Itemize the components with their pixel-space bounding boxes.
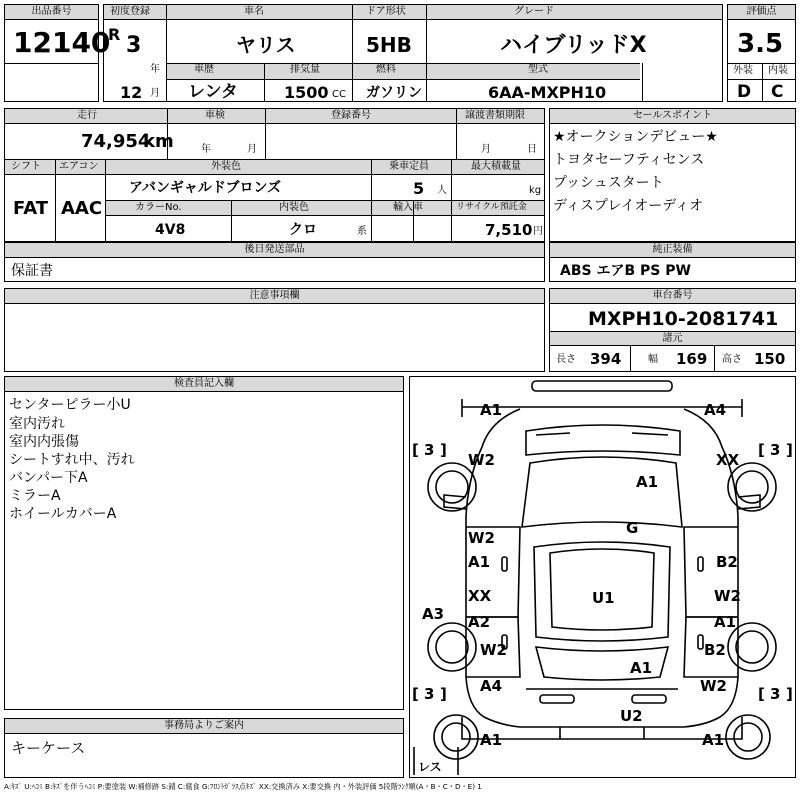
mark-front-right: A4 <box>704 401 727 419</box>
car-name: ヤリス <box>236 33 296 57</box>
equipment-label: 純正装備 <box>550 243 795 258</box>
mark-roof: U1 <box>592 589 615 607</box>
sales-point-3: プッシュスタート <box>553 175 664 191</box>
grade-label: グレード <box>514 6 554 17</box>
inspector-line-3: 室内内張傷 <box>9 434 79 450</box>
car-outline <box>410 377 795 777</box>
fuel: ガソリン <box>366 85 422 101</box>
width: 169 <box>676 350 708 368</box>
inspector-line-7: ホイールカバーA <box>9 506 117 522</box>
transfer-day-unit: 日 <box>527 144 537 155</box>
score: 3.5 <box>737 29 784 59</box>
tire-rr-open: [ <box>758 685 765 703</box>
car-diagram <box>409 376 796 778</box>
displacement: 1500 <box>284 83 329 102</box>
mark-door-rr-lower: A1 <box>714 613 737 631</box>
notes-label: 注意事項欄 <box>5 289 544 304</box>
model-label: 型式 <box>528 64 548 75</box>
lot-number: 12140 <box>13 26 111 59</box>
inspector-line-1: センターピラー小U <box>9 397 131 413</box>
details-box <box>4 108 545 242</box>
int-color-label: 内装色 <box>279 202 309 213</box>
spec-header <box>103 4 723 102</box>
height-label: 高さ <box>722 354 742 365</box>
displacement-unit: CC <box>332 89 346 100</box>
chassis-label: 車台番号 <box>550 289 795 304</box>
mark-door-fl-lower: A1 <box>468 553 491 571</box>
mark-door-rl-upper: XX <box>468 587 492 605</box>
ext-grade: D <box>737 82 752 102</box>
chassis-box <box>549 288 796 372</box>
mark-hood: A1 <box>636 473 659 491</box>
ac-label: エアコン <box>59 161 99 172</box>
fuel-label: 燃料 <box>376 64 396 75</box>
ac: AAC <box>61 198 103 219</box>
exterior-color: アバンギャルドブロンズ <box>129 180 282 196</box>
int-grade: C <box>771 82 784 102</box>
grade: ハイブリッドX <box>500 33 647 58</box>
int-color: クロ <box>289 222 317 238</box>
mark-front-left: A1 <box>480 401 503 419</box>
mileage: 74,954 <box>81 131 151 152</box>
mark-rear-left: A4 <box>480 677 503 695</box>
car-history: レンタ <box>188 82 238 102</box>
width-label: 幅 <box>648 354 658 365</box>
int-color-unit: 系 <box>357 226 367 237</box>
equipment <box>549 242 796 282</box>
reg-label: 初度登録 <box>110 6 150 17</box>
later-parts-label: 後日発送部品 <box>5 243 544 258</box>
inspector-box <box>4 376 404 710</box>
mileage-label: 走行 <box>77 110 97 121</box>
reg-month-unit: 月 <box>150 88 160 99</box>
reg-year-unit: 年 <box>150 64 160 75</box>
recycle: 7,510 <box>485 221 533 239</box>
sales-point-4: ディスプレイオーディオ <box>553 198 704 214</box>
later-parts-value: 保証書 <box>11 263 53 279</box>
sales-points-label: セールスポイント <box>550 109 795 124</box>
tire-fl-close: ] <box>440 441 447 459</box>
inspection-label: 車検 <box>205 110 225 121</box>
tire-fl-open: [ <box>412 441 419 459</box>
lot-label: 出品番号 <box>5 5 98 20</box>
office-value: キーケース <box>11 739 86 757</box>
int-label: 内装 <box>768 65 788 76</box>
load-label: 最大積載量 <box>471 161 521 172</box>
mark-spare: レス <box>418 760 442 774</box>
mark-rear-right: W2 <box>700 677 727 695</box>
mark-door-rr-upper: W2 <box>714 587 741 605</box>
score-box <box>727 4 796 102</box>
tire-fr-open: [ <box>758 441 765 459</box>
ext-label: 外装 <box>733 65 753 76</box>
mark-trunk: A1 <box>630 659 653 677</box>
sales-points <box>549 108 796 242</box>
reg-year: 3 <box>126 33 142 58</box>
inspector-line-4: シートすれ中、汚れ <box>9 452 135 468</box>
mileage-unit: km <box>143 131 174 152</box>
mark-fender-fl: W2 <box>468 451 495 469</box>
insp-month-unit: 月 <box>247 144 257 155</box>
shift: FAT <box>13 198 49 219</box>
model-code: 6AA-MXPH10 <box>488 83 607 102</box>
inspector-line-2: 室内汚れ <box>9 416 65 432</box>
dimensions-label: 諸元 <box>550 331 795 346</box>
reg-month: 12 <box>120 83 143 102</box>
chassis-number: MXPH10-2081741 <box>588 308 779 330</box>
inspector-line-6: ミラーA <box>9 488 61 504</box>
door-label: ドア形状 <box>366 6 406 17</box>
tire-rr-close: ] <box>786 685 793 703</box>
import-label: 輸入車 <box>393 202 423 213</box>
mark-tire-rr: 3 <box>770 685 781 703</box>
color-no-label: カラーNo. <box>135 202 182 213</box>
inspector-line-5: バンパー下A <box>9 470 88 486</box>
mark-door-fr: B2 <box>716 553 738 571</box>
mark-rear-bumper-center: U2 <box>620 707 643 725</box>
name-label: 車名 <box>244 6 264 17</box>
notes <box>4 288 545 372</box>
tire-fr-close: ] <box>786 441 793 459</box>
mark-quarter-right: B2 <box>704 641 726 659</box>
mark-tire-fr: 3 <box>770 441 781 459</box>
insp-year-unit: 年 <box>201 144 211 155</box>
transfer-label: 譲渡書類期限 <box>465 110 525 121</box>
height: 150 <box>754 350 786 368</box>
transfer-month-unit: 月 <box>481 144 491 155</box>
mark-door-fl-upper: W2 <box>468 529 495 547</box>
length: 394 <box>590 350 622 368</box>
color-no: 4V8 <box>155 222 186 238</box>
length-label: 長さ <box>556 354 576 365</box>
sales-point-1: ★オークションデビュー★ <box>553 129 718 145</box>
reg-era: R <box>108 25 121 44</box>
color-label: 外装色 <box>211 161 241 172</box>
mark-sill-left: A3 <box>422 605 445 623</box>
mark-rear-bumper-left: A1 <box>480 731 503 749</box>
mark-windshield: G <box>626 519 639 537</box>
shift-label: シフト <box>11 161 41 172</box>
office-box <box>4 718 404 778</box>
tire-rl-open: [ <box>412 685 419 703</box>
mark-rear-bumper-right: A1 <box>702 731 725 749</box>
office-label: 事務局よりご案内 <box>5 719 403 734</box>
tire-rl-close: ] <box>440 685 447 703</box>
inspector-label: 検査員記入欄 <box>5 377 403 392</box>
sales-point-2: トヨタセーフティセンス <box>553 152 705 168</box>
displacement-label: 排気量 <box>290 64 320 75</box>
legend: A:ｷｽﾞ U:ﾍｺﾐ B:ｷｽﾞを伴うﾍｺﾐ P:要塗装 W:補修跡 S:錆 C:腐食 G:ﾌﾛﾝﾄｶﾞﾗｽ点ｷｽﾞ XX:交換済み X:要交換 内・外装評価 5段階ﾗﾝｸ順(A・B・C・D・E) 1 <box>4 782 482 791</box>
later-parts <box>4 242 545 282</box>
score-label: 評価点 <box>728 5 795 20</box>
mark-door-rl-lower: A2 <box>468 613 491 631</box>
history-label: 車歴 <box>194 64 214 75</box>
capacity: 5 <box>413 179 425 198</box>
recycle-unit: 円 <box>533 226 543 237</box>
equipment-value: ABS エアB PS PW <box>560 263 691 279</box>
recycle-label: リサイクル預託金 <box>456 202 527 212</box>
mark-quarter-left: W2 <box>480 641 507 659</box>
mark-fender-fr: XX <box>716 451 740 469</box>
load-unit: kg <box>529 185 542 196</box>
lot-box <box>4 4 111 102</box>
capacity-unit: 人 <box>437 185 447 196</box>
door-type: 5HB <box>366 33 412 57</box>
plate-label: 登録番号 <box>331 110 371 121</box>
capacity-label: 乗車定員 <box>389 161 429 172</box>
mark-tire-rl: 3 <box>424 685 435 703</box>
mark-tire-fl: 3 <box>424 441 435 459</box>
